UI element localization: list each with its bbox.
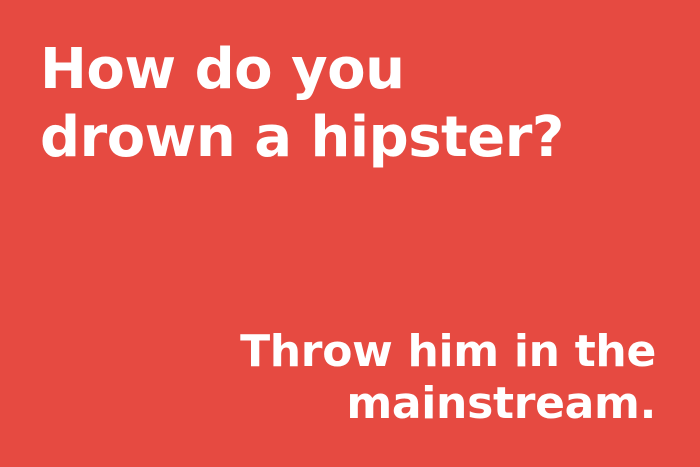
joke-answer-line-2: mainstream. [346,378,656,429]
joke-question-line-1: How do you [40,37,405,102]
joke-answer [186,326,656,430]
joke-question [40,36,640,172]
joke-answer-line-1: Throw him in the [240,326,656,377]
joke-question-line-2: drown a hipster? [40,105,564,170]
